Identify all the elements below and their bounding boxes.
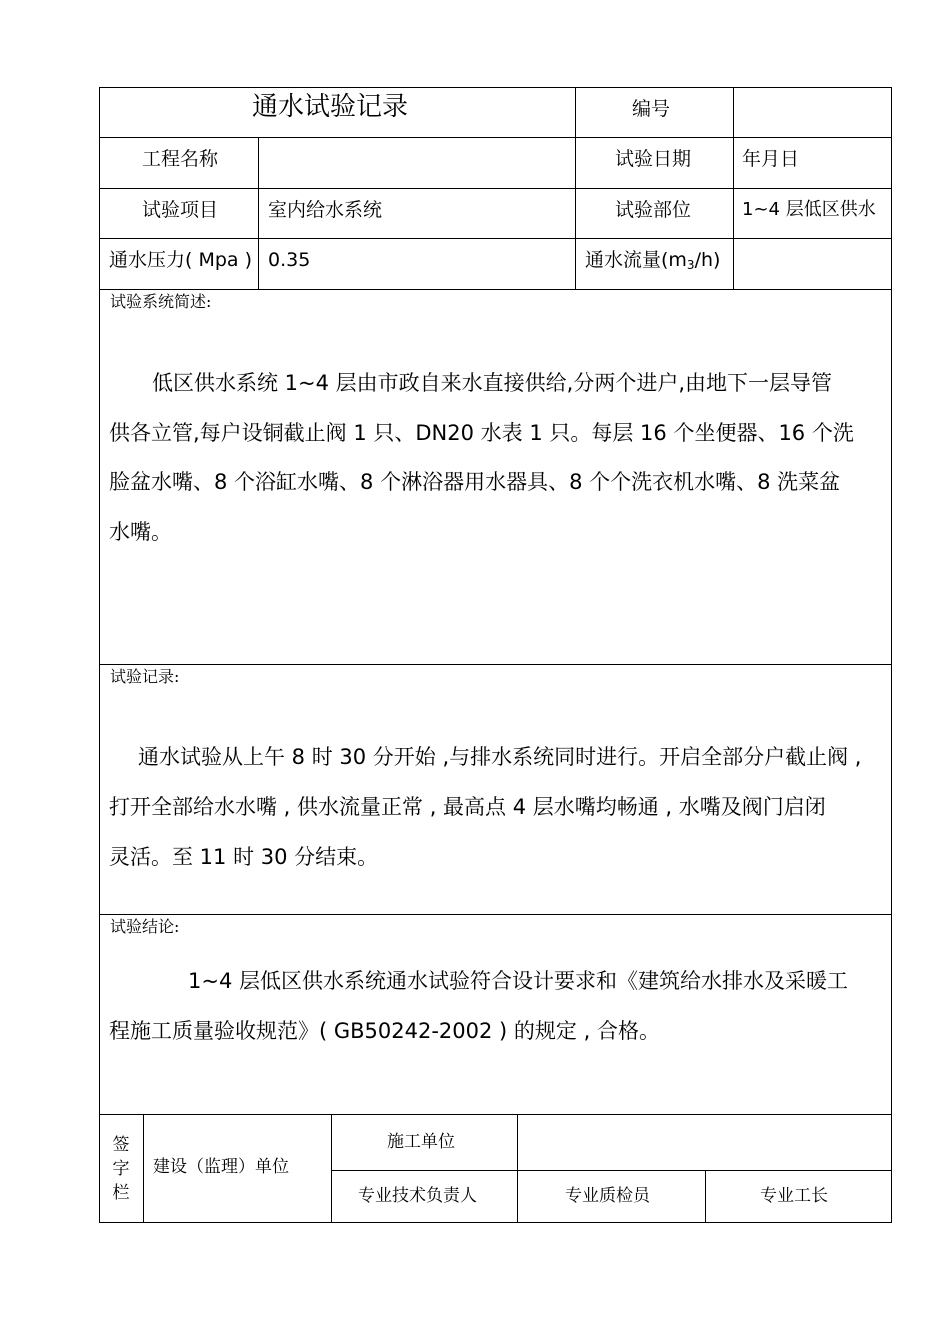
pressure-label: 通水压力( Mpa ) bbox=[109, 249, 253, 271]
grid-line bbox=[99, 137, 892, 138]
test-date-label: 试验日期 bbox=[615, 148, 692, 170]
flow-label-subscript: 3 bbox=[686, 258, 695, 272]
grid-line bbox=[99, 238, 892, 239]
grid-line bbox=[99, 289, 892, 290]
foreman-label: 专业工长 bbox=[760, 1186, 828, 1206]
project-name-label: 工程名称 bbox=[142, 148, 219, 170]
signature-column-char: 栏 bbox=[112, 1182, 130, 1203]
grid-line bbox=[99, 1114, 892, 1115]
flow-label-prefix: 通水流量(m bbox=[585, 249, 687, 271]
system-description-line: 低区供水系统 1~4 层由市政自来水直接供给,分两个进户,由地下一层导管 bbox=[152, 371, 833, 395]
conclusion-line: 程施工质量验收规范》( GB50242-2002 ) 的规定 , 合格。 bbox=[109, 1019, 660, 1043]
signature-column-label bbox=[99, 1114, 143, 1223]
flow-label-suffix: /h) bbox=[694, 249, 721, 271]
test-item-label: 试验项目 bbox=[142, 199, 219, 221]
conclusion-line: 1~4 层低区供水系统通水试验符合设计要求和《建筑给水排水及采暖工 bbox=[188, 969, 848, 993]
tech-lead-label: 专业技术负责人 bbox=[358, 1186, 477, 1206]
owner-label: 建设（监理）单位 bbox=[153, 1157, 289, 1177]
system-description-line: 水嘴。 bbox=[109, 520, 172, 544]
grid-line bbox=[331, 1170, 892, 1171]
test-location-value: 1~4 层低区供水 bbox=[742, 199, 876, 220]
test-record-line: 打开全部给水水嘴 , 供水流量正常 , 最高点 4 层水嘴均畅通 , 水嘴及阀门启闭 bbox=[109, 795, 826, 819]
flow-label bbox=[585, 249, 720, 276]
signature-column-char: 字 bbox=[112, 1158, 130, 1179]
test-record-line: 灵活。至 11 时 30 分结束。 bbox=[109, 845, 379, 869]
pressure-value: 0.35 bbox=[268, 249, 311, 271]
test-record-line: 通水试验从上午 8 时 30 分开始 ,与排水系统同时进行。开启全部分户截止阀 , bbox=[138, 745, 862, 769]
grid-line bbox=[258, 137, 259, 289]
test-item-value: 室内给水系统 bbox=[268, 199, 383, 221]
grid-line bbox=[143, 1114, 144, 1223]
record-title: 通水试验记录 bbox=[252, 92, 409, 122]
system-description-line: 供各立管,每户设铜截止阀 1 只、DN20 水表 1 只。每层 16 个坐便器、16 个洗 bbox=[109, 421, 854, 445]
test-record-label: 试验记录: bbox=[110, 667, 180, 686]
grid-line bbox=[733, 87, 734, 289]
test-date-value: 年月日 bbox=[742, 148, 800, 170]
grid-line bbox=[331, 1114, 332, 1223]
grid-line bbox=[705, 1170, 706, 1223]
system-description-line: 脸盆水嘴、8 个浴缸水嘴、8 个淋浴器用水器具、8 个个洗衣机水嘴、8 洗菜盆 bbox=[109, 470, 841, 494]
grid-line bbox=[99, 188, 892, 189]
grid-line bbox=[99, 914, 892, 915]
signature-column-char: 签 bbox=[112, 1134, 130, 1155]
grid-line bbox=[517, 1114, 518, 1223]
system-description-label: 试验系统简述: bbox=[110, 292, 212, 311]
conclusion-label: 试验结论: bbox=[110, 917, 180, 936]
record-number-label: 编号 bbox=[632, 98, 671, 120]
contractor-label: 施工单位 bbox=[387, 1132, 455, 1152]
qc-inspector-label: 专业质检员 bbox=[565, 1186, 650, 1206]
test-location-label: 试验部位 bbox=[615, 199, 692, 221]
grid-line bbox=[99, 664, 892, 665]
grid-line bbox=[575, 87, 576, 289]
